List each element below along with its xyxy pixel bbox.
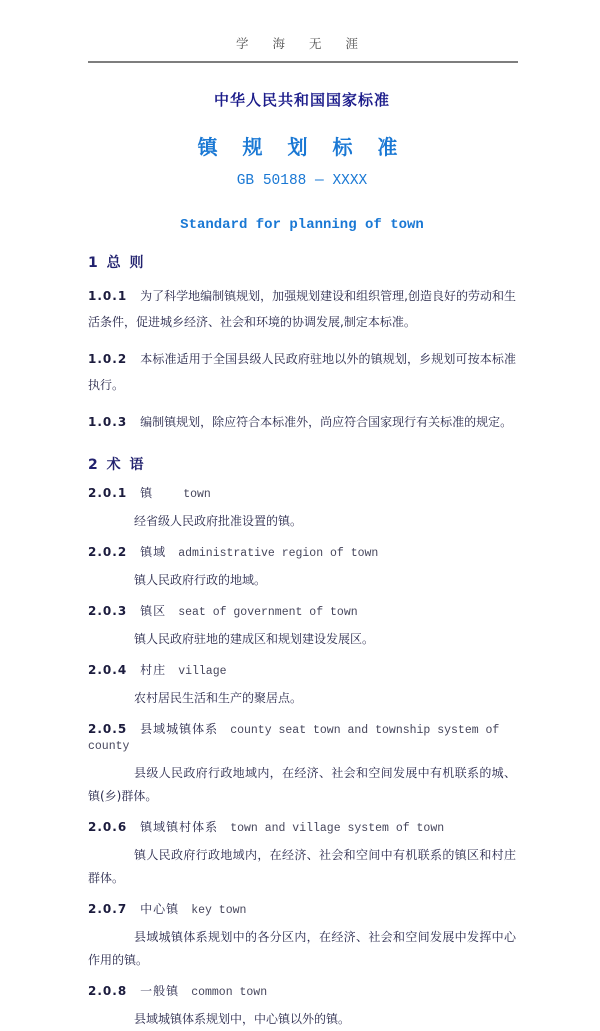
clause-1-0-2 <box>88 346 516 398</box>
clause-text: 本标准适用于全国县级人民政府驻地以外的镇规划，乡规划可按本标准执行。 <box>88 352 516 392</box>
term-number: 2.0.4 <box>88 663 128 677</box>
term-definition: 镇人民政府行政地域内，在经济、社会和空间中有机联系的镇区和村庄群体。 <box>88 848 516 885</box>
term-cn: 一般镇 <box>140 984 180 998</box>
term-number: 2.0.1 <box>88 486 128 500</box>
term-cn: 镇域镇村体系 <box>140 820 219 834</box>
clause-text: 编制镇规划，除应符合本标准外，尚应符合国家现行有关标准的规定。 <box>140 415 513 429</box>
clause-number: 1.0.2 <box>88 352 128 366</box>
clause-number: 1.0.1 <box>88 289 128 303</box>
term-row-2-0-6 <box>88 820 516 836</box>
national-standard-label: 中华人民共和国国家标准 <box>213 91 390 109</box>
watermark-text: 学 海 无 涯 <box>236 36 368 51</box>
term-cn: 村庄 <box>140 663 167 677</box>
term-row-2-0-5 <box>88 722 516 754</box>
term-row-2-0-4 <box>88 663 516 679</box>
term-cn: 镇区 <box>140 604 167 618</box>
term-definition: 县域城镇体系规划中的各分区内，在经济、社会和空间发展中发挥中心作用的镇。 <box>88 930 516 967</box>
term-definition: 县域城镇体系规划中，中心镇以外的镇。 <box>134 1012 351 1026</box>
term-cn: 镇 <box>140 486 154 500</box>
term-number: 2.0.3 <box>88 604 128 618</box>
term-row-2-0-8 <box>88 984 516 1000</box>
section-heading-1: 1 总 则 <box>88 255 146 271</box>
clause-text: 为了科学地编制镇规划，加强规划建设和组织管理,创造良好的劳动和生活条件，促进城乡经济、社会和环境的协调发展,制定本标准。 <box>88 289 516 329</box>
term-row-2-0-3 <box>88 604 516 620</box>
term-number: 2.0.8 <box>88 984 128 998</box>
term-en: town <box>183 488 211 501</box>
clause-1-0-1 <box>88 283 516 335</box>
term-cn: 县域城镇体系 <box>140 722 219 736</box>
term-row-2-0-7 <box>88 902 516 918</box>
doc-title-en: Standard for planning of town <box>180 217 424 233</box>
term-en: county seat town and township system of county <box>88 724 500 753</box>
term-en: town and village system of town <box>230 822 445 835</box>
term-number: 2.0.6 <box>88 820 128 834</box>
term-number: 2.0.7 <box>88 902 128 916</box>
term-row-2-0-2 <box>88 545 516 561</box>
doc-code: GB 50188 — XXXX <box>236 173 368 189</box>
term-definition: 镇人民政府驻地的建成区和规划建设发展区。 <box>134 632 375 646</box>
term-row-2-0-1 <box>88 486 516 502</box>
doc-title-cn: 镇 规 划 标 准 <box>197 135 407 159</box>
term-en: seat of government of town <box>178 606 358 619</box>
term-en: village <box>178 665 227 678</box>
section-heading-2: 2 术 语 <box>88 457 146 473</box>
term-definition: 经省级人民政府批准设置的镇。 <box>134 514 303 528</box>
term-en: common town <box>191 986 268 999</box>
term-number: 2.0.5 <box>88 722 128 736</box>
term-en: key town <box>191 904 247 917</box>
clause-number: 1.0.3 <box>88 415 128 429</box>
term-en: administrative region of town <box>178 547 379 560</box>
term-number: 2.0.2 <box>88 545 128 559</box>
term-definition: 农村居民生活和生产的聚居点。 <box>134 691 303 705</box>
term-definition: 县级人民政府行政地域内，在经济、社会和空间发展中有机联系的城、镇(乡)群体。 <box>88 766 516 803</box>
clause-1-0-3 <box>88 409 516 435</box>
term-definition: 镇人民政府行政的地域。 <box>134 573 267 587</box>
header-rule <box>88 61 518 63</box>
term-cn: 中心镇 <box>140 902 180 916</box>
term-cn: 镇域 <box>140 545 167 559</box>
